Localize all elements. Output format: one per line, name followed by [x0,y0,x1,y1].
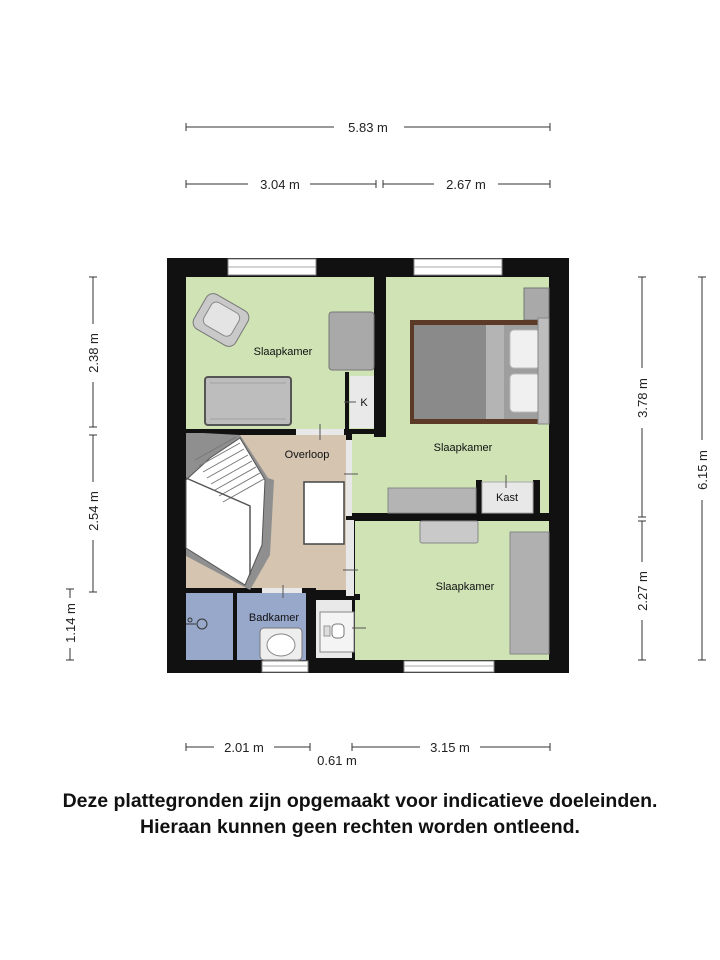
room-label-bedroom-top-right: Slaapkamer [433,442,493,454]
toilet [320,612,354,652]
room-label-bedroom-bottom-right: Slaapkamer [435,581,495,593]
wardrobe [510,532,549,654]
dimension-bottom-left-label: 2.01 m [224,740,264,755]
sink [260,628,302,660]
disclaimer-line-2: Hieraan kunnen geen rechten worden ontleend. [140,816,580,838]
dimension-upper-left-label: 3.04 m [260,177,300,192]
dimension-bottom-right-label: 3.15 m [430,740,470,755]
dimension-upper-right-label: 2.67 m [446,177,486,192]
double-bed [410,320,540,424]
nightstand-top [524,288,549,320]
desk-top-left [329,312,374,370]
crib [205,377,291,425]
dimension-left-middle-label: 2.54 m [86,491,101,531]
disclaimer-line-1: Deze plattegronden zijn opgemaakt voor indicatieve doeleinden. [62,790,658,812]
dresser [388,488,476,513]
room-label-bathroom: Badkamer [248,612,300,624]
dimension-upper-widths [186,180,550,188]
nightstand-bottom [538,318,549,424]
dimension-right-top-label: 3.78 m [635,378,650,418]
dimension-left-top-label: 2.38 m [86,333,101,373]
desk-bottom-right [420,521,478,543]
dimension-total-height-label: 6.15 m [695,450,710,490]
dimension-total-width-label: 5.83 m [348,120,388,135]
room-label-closet-k: K [360,397,368,409]
room-label-closet-kast: Kast [495,492,519,504]
dimension-right-bottom-label: 2.27 m [635,571,650,611]
room-label-landing: Overloop [284,449,330,461]
dimension-bottom-middle-label: 0.61 m [317,753,357,768]
room-label-bedroom-top-left: Slaapkamer [253,346,313,358]
dimension-left-bottom-label: 1.14 m [63,603,78,643]
landing-cabinet [304,482,344,544]
